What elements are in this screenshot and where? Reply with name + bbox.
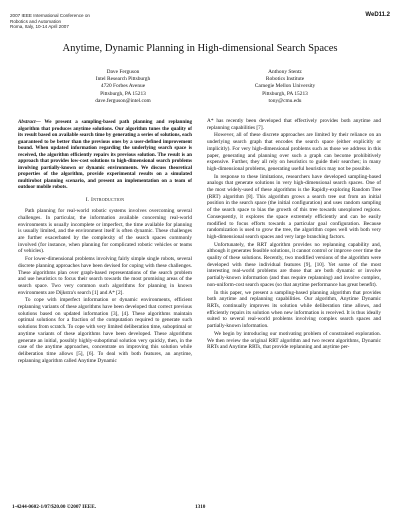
page-footer [0, 504, 400, 514]
body-paragraph: We begin by introducing our motivating problem of constrained exploration. We then review the original RRT algorithm and two recent algorithms, Dynamic RRTs and Anytime RRTs, that provide replanning and anytime per- [207, 330, 381, 351]
section-heading: I. Introduction [85, 196, 125, 203]
author-name: Anthony Stentz [268, 69, 302, 75]
body-paragraph: Unfortunately, the RRT algorithm provides no replanning capability and, although it generates feasible solutions, it cannot control or improve over time the quality of these solutions. Recently, two modified versions of the algorithm were developed with these individual features [9], [10]. Yet some of the most interesting real-world problems are those that are both dynamic or involve partially-known information (and thus require replanning) and involve complex, non-uniform-cost search spaces (so that anytime performance has great benefit). [207, 241, 381, 288]
conference-line: Roma, Italy, 10-14 April 2007 [10, 24, 69, 30]
body-paragraph: However, all of these discrete approaches are limited by their reliance on an underlying search graph that encodes the search space (either explicitly or implicitly). For very high-dimensional problems such as those we address in this paper, generating and planning over such a graph can become prohibitively expensive. Further, they all rely on heuristics to guide their searches; in many high-dimensional problems, generating useful heuristics may not be possible. [207, 132, 381, 172]
body-paragraph: Path planning for real-world robotic systems involves overcoming several challenges. In particular, the information available concerning real-world environments is usually incomplete or imperfect, the time available for planning is usually limited, and the environment itself is often dynamic. These challenges are further exacerbated by the complexity of the search spaces commonly involved (for instance, when planning for complicated robotic vehicles or teams of vehicles). [18, 208, 192, 255]
author-block [48, 69, 198, 105]
body-paragraph: In this paper, we present a sampling-based planning algorithm that provides both anytime and replanning capabilities. Our algorithm, Anytime Dynamic RRTs, continually improves its solution while deliberation time allows, and efficiently repairs its solution when new information is received. It is thus ideally suited to several real-world problems involving complex search spaces and partially-known information. [207, 289, 381, 330]
body-paragraph: For lower-dimensional problems involving fairly simple single robots, several discrete planning approaches have been devised for coping with these challenges. These algorithms plan over graph-based representations of the search problem and use heuristics to focus their search towards the most promising areas of the search space. Two very common such algorithms for planning in known environments are Dijkstra's search [1] and A* [2]. [18, 256, 192, 296]
body-paragraph: In response to these limitations, researchers have developed sampling-based analogs that generate solutions in very high-dimensional search spaces. One of the most widely-used of these algorithms is the Rapidly-exploring Random Tree (RRT) algorithm [8]. This algorithm grows a search tree out from an initial position in the search space (the initial configuration) and uses random sampling of the search space to bias the growth of this tree towards unexplored regions. Consequently, it explores the space extremely efficiently and can be easily modified to focus efforts towards a particular goal configuration. Because randomization is used to grow the tree, the algorithm copes well with both very high-dimensional search spaces and very large branching factors. [207, 173, 381, 240]
author-affiliation: Robotics Institute [265, 76, 305, 83]
author-name: Dave Ferguson [106, 69, 140, 75]
right-column [207, 118, 381, 496]
abstract [18, 119, 192, 191]
abstract-text: — We present a sampling-based path planning and replanning algorithm that produces anytime solutions. Our algorithm tunes the quality of its result based on available search time by generating a series of solutions, each guaranteed to be better than the previous ones by a user-defined improvement bound. When updated information regarding the underlying search space is received, the algorithm efficiently repairs its previous solution. The result is an approach that provides low-cost solutions to high-dimensional search problems involving partially-known or dynamic environments. We discuss theoretical properties of the algorithm, provide experimental results on a simulated multirobot planning scenario, and present an implementation on a team of outdoor mobile robots. [18, 119, 192, 190]
conference-line: 2007 IEEE International Conference on [10, 13, 90, 18]
author-address: 4720 Forbes Avenue [100, 83, 146, 90]
left-column [18, 119, 192, 497]
author-email: dave.ferguson@intel.com [95, 97, 151, 104]
body-paragraph: A* has recently been developed that effectively provides both anytime and replanning capabilities [7]. [207, 118, 381, 131]
author-address: Pittsburgh, PA 15213 [100, 90, 146, 97]
author-address: Carnegie Mellon University [254, 83, 316, 90]
conference-info [10, 13, 170, 30]
body-paragraph: To cope with imperfect information or dynamic environments, efficient replanning variants of these algorithms have been developed that correct previous solutions based on updated information [3], [4]. These algorithms maintain optimal solutions for a fraction of the computation required to generate such solutions from scratch. To cope with very limited deliberation time, suboptimal or anytime variants of these algorithms have been developed. These algorithms generate an initial, possibly highly-suboptimal solution very quickly, then, in the case of the anytime approaches, concentrate on improving this solution while deliberation time allows [5], [6]. To deal with both features, an anytime, replanning algorithm called Anytime Dynamic [18, 297, 192, 364]
conference-line: Robotics and Automation [10, 18, 62, 24]
author-email: tony@cmu.edu [268, 97, 302, 104]
author-block [210, 69, 360, 105]
abstract-label: Abstract [18, 119, 36, 125]
author-address: Pittsburgh, PA 15213 [262, 90, 308, 97]
paper-title: Anytime, Dynamic Planning in High-dimensional Search Spaces [62, 43, 338, 54]
page-number: 1310 [195, 504, 206, 510]
session-code: WeD11.2 [365, 12, 390, 18]
author-affiliation: Intel Research Pittsburgh [95, 76, 151, 83]
copyright-line: 1-4244-0602-1/07/$20.00 ©2007 IEEE. [12, 504, 96, 510]
